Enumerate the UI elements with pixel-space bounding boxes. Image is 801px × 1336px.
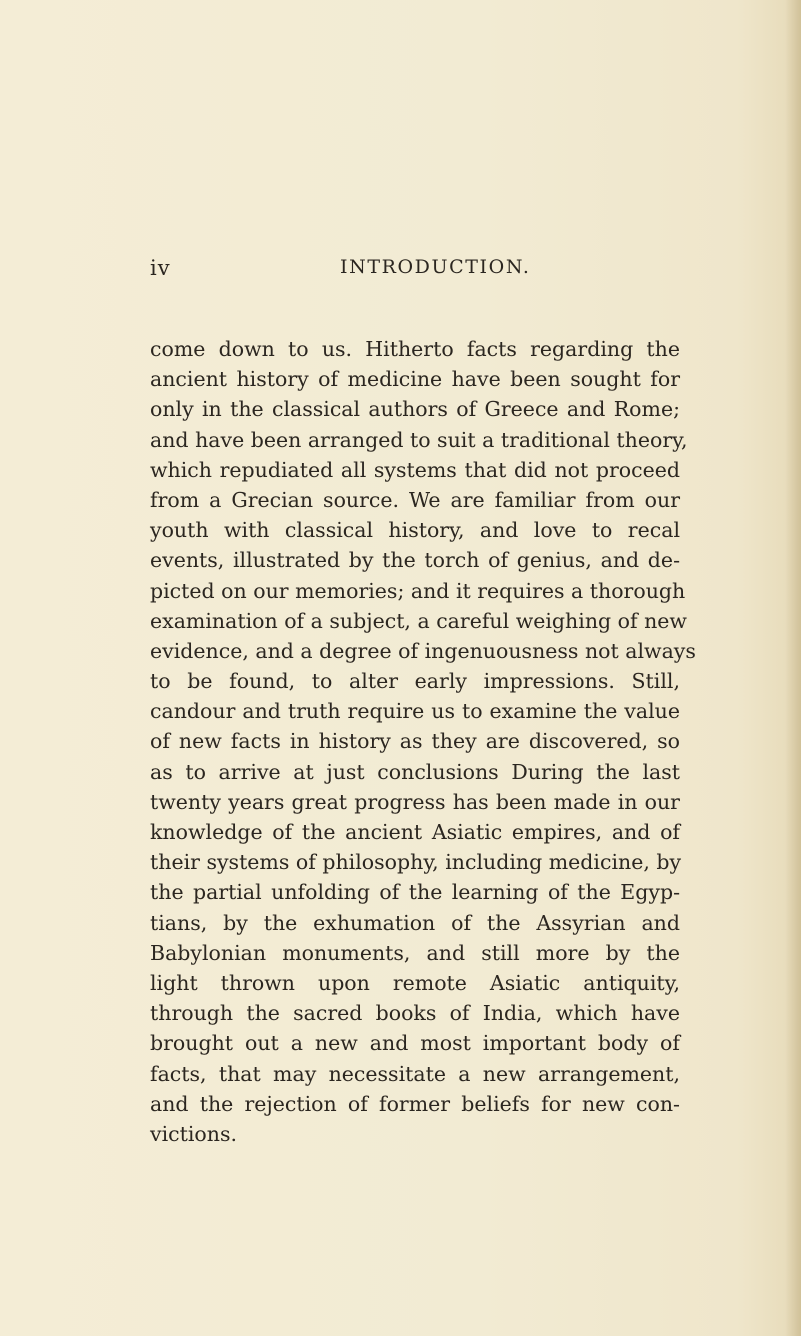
text-line: the partial unfolding of the learning of the Egyp- <box>150 880 680 905</box>
text-line: knowledge of the ancient Asiatic empires, and of <box>150 820 680 844</box>
text-line: youth with classical history, and love to recal <box>150 518 680 543</box>
text-line: ancient history of medicine have been sought for <box>150 367 680 392</box>
running-head <box>0 256 801 286</box>
text-line: from a Grecian source. We are familiar from our <box>150 487 680 512</box>
text-line: as to arrive at just conclusions During the last <box>150 759 680 784</box>
text-line: facts, that may necessitate a new arrangement, <box>150 1061 680 1086</box>
text-line: brought out a new and most important body of <box>150 1031 680 1056</box>
text-line: and have been arranged to suit a traditional theory, <box>150 427 688 452</box>
text-line: to be found, to alter early impressions. Still, <box>150 669 680 694</box>
text-line: Babylonian monuments, and still more by the <box>150 940 680 965</box>
text-line: through the sacred books of India, which have <box>150 1001 680 1026</box>
body-text <box>150 334 696 1149</box>
text-line: evidence, and a degree of ingenuousness not always <box>150 638 696 663</box>
text-line: their systems of philosophy, including medicine, by <box>150 850 682 875</box>
text-line: events, illustrated by the torch of genius, and de- <box>150 548 680 573</box>
text-line: tians, by the exhumation of the Assyrian and <box>150 910 680 935</box>
text-line: and the rejection of former beliefs for new con- <box>150 1091 680 1116</box>
section-title: INTRODUCTION. <box>340 256 531 278</box>
text-line: only in the classical authors of Greece and Rome; <box>150 397 680 422</box>
page-number: iv <box>150 256 171 280</box>
text-line: which repudiated all systems that did not proceed <box>150 457 680 482</box>
text-line: victions. <box>150 1121 237 1146</box>
text-line: twenty years great progress has been made in our <box>150 789 680 814</box>
text-line: of new facts in history as they are discovered, so <box>150 729 680 754</box>
text-line: light thrown upon remote Asiatic antiquity, <box>150 970 680 995</box>
text-line: come down to us. Hitherto facts regarding the <box>150 337 680 361</box>
text-line: candour and truth require us to examine the value <box>150 699 680 724</box>
text-line: picted on our memories; and it requires a thorough <box>150 578 686 603</box>
text-line: examination of a subject, a careful weighing of new <box>150 608 687 633</box>
page-edge-shadow <box>785 0 801 1336</box>
